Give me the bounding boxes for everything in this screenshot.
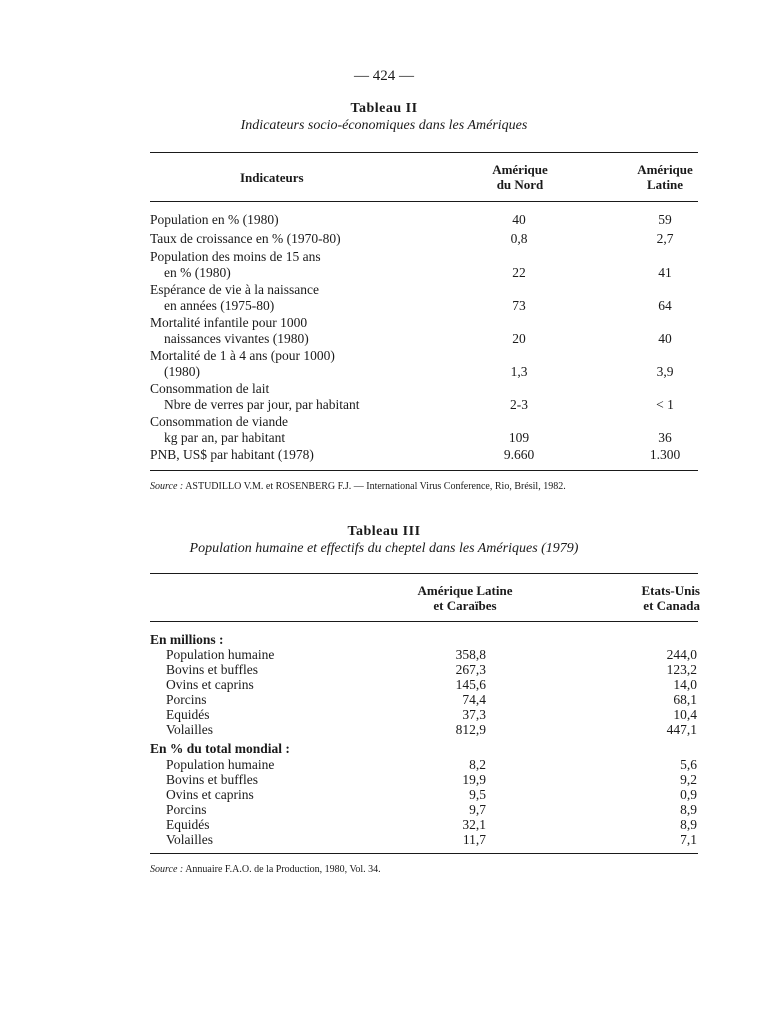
us-canada-value: 7,1	[680, 832, 697, 847]
source-label: Source :	[150, 864, 184, 875]
latin-america-value: 41	[658, 265, 672, 280]
table-3-top-rule	[150, 573, 698, 574]
us-canada-value: 8,9	[680, 802, 697, 817]
category-label: Volailles	[166, 722, 213, 737]
latin-america-value: 358,8	[455, 647, 486, 662]
latin-america-value: 3,9	[656, 364, 674, 379]
header-line: Etats-Unis	[641, 583, 700, 598]
table-3-section-percent: En % du total mondial :	[150, 741, 290, 756]
latin-america-value: 36	[658, 430, 672, 445]
category-label: Ovins et caprins	[166, 787, 254, 802]
latin-america-value: < 1	[656, 397, 674, 412]
header-line: du Nord	[496, 177, 544, 192]
table-2-header-latin-america	[615, 162, 715, 192]
table-2-header-north-america	[470, 162, 570, 192]
indicator-label: Mortalité de 1 à 4 ans (pour 1000)	[150, 348, 335, 363]
table-2-top-rule	[150, 152, 698, 153]
north-america-value: 40	[512, 212, 526, 227]
source-label: Source :	[150, 481, 184, 492]
table-3-header-latin-america	[400, 583, 530, 613]
category-label: Bovins et buffles	[166, 772, 258, 787]
table-3-bottom-rule	[150, 853, 698, 854]
indicator-label: PNB, US$ par habitant (1978)	[150, 447, 314, 462]
us-canada-value: 123,2	[666, 662, 697, 677]
header-line: Amérique	[637, 162, 693, 177]
north-america-value: 20	[512, 331, 526, 346]
table-2-bottom-rule	[150, 470, 698, 471]
latin-america-value: 145,6	[455, 677, 486, 692]
indicator-label: Consommation de viande	[150, 414, 288, 429]
table-3-source	[150, 864, 381, 875]
header-line: Amérique Latine	[417, 583, 513, 598]
header-line: et Canada	[643, 598, 700, 613]
table-3-header-us-canada	[600, 583, 700, 613]
indicator-label: Mortalité infantile pour 1000	[150, 315, 308, 330]
latin-america-value: 74,4	[462, 692, 486, 707]
category-label: Ovins et caprins	[166, 677, 254, 692]
latin-america-value: 32,1	[462, 817, 486, 832]
us-canada-value: 9,2	[680, 772, 697, 787]
category-label: Volailles	[166, 832, 213, 847]
north-america-value: 9.660	[503, 447, 535, 462]
latin-america-value: 40	[658, 331, 672, 346]
latin-america-value: 64	[658, 298, 672, 313]
indicator-label: Population des moins de 15 ans	[150, 249, 321, 264]
latin-america-value: 9,7	[469, 802, 486, 817]
us-canada-value: 14,0	[673, 677, 697, 692]
north-america-value: 2-3	[510, 397, 528, 412]
indicator-label-cont: kg par an, par habitant	[164, 430, 286, 445]
table-2-subtitle: Indicateurs socio-économiques dans les Amériques	[240, 118, 528, 133]
indicator-label: Taux de croissance en % (1970-80)	[150, 231, 341, 246]
page-number: — 424 —	[354, 68, 414, 84]
indicator-label: Espérance de vie à la naissance	[150, 282, 320, 297]
indicator-label-cont: en % (1980)	[164, 265, 231, 280]
us-canada-value: 8,9	[680, 817, 697, 832]
category-label: Equidés	[166, 707, 210, 722]
latin-america-value: 19,9	[462, 772, 486, 787]
north-america-value: 22	[512, 265, 526, 280]
indicator-label: Consommation de lait	[150, 381, 270, 396]
latin-america-value: 267,3	[455, 662, 486, 677]
table-2-header-indicators: Indicateurs	[240, 170, 304, 185]
us-canada-value: 68,1	[673, 692, 697, 707]
indicator-label-cont: (1980)	[164, 364, 200, 379]
header-line: Amérique	[492, 162, 548, 177]
table-3-section-millions: En millions :	[150, 632, 224, 647]
us-canada-value: 447,1	[666, 722, 697, 737]
north-america-value: 0,8	[510, 231, 528, 246]
header-line: Latine	[646, 177, 684, 192]
table-3-header-rule	[150, 621, 698, 622]
source-text: Annuaire F.A.O. de la Production, 1980, Vol. 34.	[185, 864, 381, 875]
us-canada-value: 0,9	[680, 787, 697, 802]
table-2-source	[150, 481, 566, 492]
category-label: Equidés	[166, 817, 210, 832]
header-line: et Caraïbes	[433, 598, 497, 613]
north-america-value: 1,3	[510, 364, 528, 379]
latin-america-value: 37,3	[462, 707, 486, 722]
table-2-title: Tableau II	[350, 101, 418, 116]
category-label: Bovins et buffles	[166, 662, 258, 677]
category-label: Porcins	[166, 692, 207, 707]
latin-america-value: 59	[658, 212, 672, 227]
category-label: Population humaine	[166, 757, 275, 772]
north-america-value: 73	[512, 298, 526, 313]
latin-america-value: 11,7	[462, 832, 486, 847]
us-canada-value: 5,6	[680, 757, 697, 772]
indicator-label-cont: naissances vivantes (1980)	[164, 331, 309, 346]
table-3-title: Tableau III	[347, 524, 421, 539]
latin-america-value: 1.300	[649, 447, 681, 462]
category-label: Population humaine	[166, 647, 275, 662]
source-text: ASTUDILLO V.M. et ROSENBERG F.J. — International Virus Conference, Rio, Brésil, 1982.	[185, 481, 566, 492]
us-canada-value: 10,4	[673, 707, 697, 722]
indicator-label-cont: Nbre de verres par jour, par habitant	[164, 397, 360, 412]
table-3-subtitle: Population humaine et effectifs du cheptel dans les Amériques (1979)	[189, 541, 579, 556]
category-label: Porcins	[166, 802, 207, 817]
us-canada-value: 244,0	[666, 647, 697, 662]
indicator-label: Population en % (1980)	[150, 212, 279, 227]
indicator-label-cont: en années (1975-80)	[164, 298, 275, 313]
latin-america-value: 2,7	[656, 231, 674, 246]
north-america-value: 109	[508, 430, 530, 445]
table-2-header-rule	[150, 201, 698, 202]
latin-america-value: 8,2	[469, 757, 486, 772]
latin-america-value: 812,9	[455, 722, 486, 737]
latin-america-value: 9,5	[469, 787, 486, 802]
